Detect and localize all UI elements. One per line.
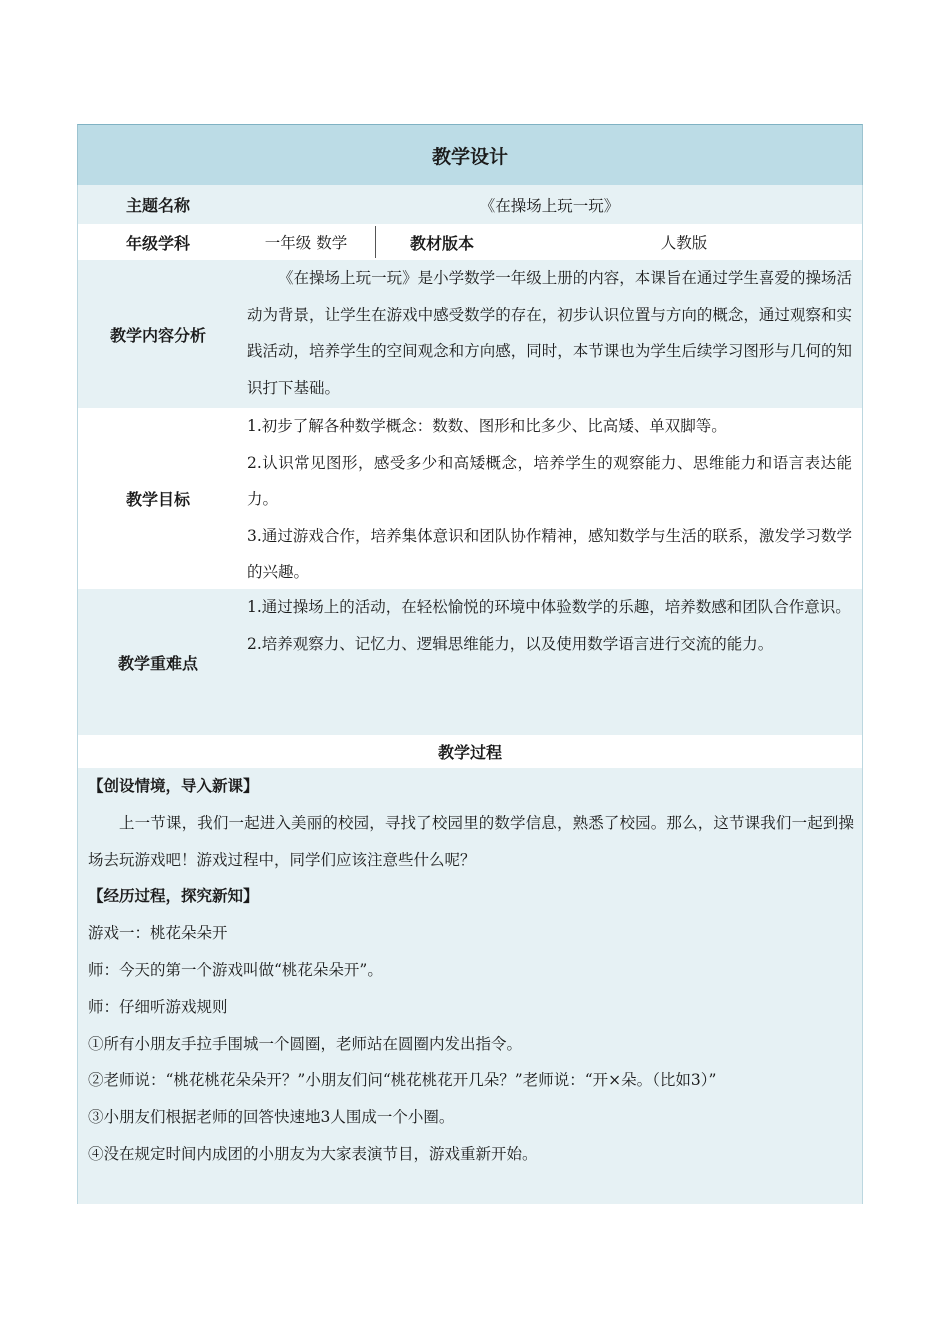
key-point-item: 1.通过操场上的活动，在轻松愉悦的环境中体验数学的乐趣，培养数感和团队合作意识。	[247, 598, 851, 616]
section-heading: 【经历过程，探究新知】	[88, 887, 259, 906]
section-heading: 【创设情境，导入新课】	[88, 777, 259, 795]
goal-item: 3.通过游戏合作，培养集体意识和团队协作精神，感知数学与生活的联系，激发学习数学的兴趣。	[247, 526, 852, 581]
textbook-label: 教材版本	[409, 233, 474, 253]
process-line: 游戏一：桃花朵朵开	[88, 924, 228, 943]
goal-item: 2.认识常见图形，感受多少和高矮概念，培养学生的观察能力、思维能力和语言表达能力。	[247, 453, 852, 508]
grade-value: 一年级 数学	[264, 234, 348, 252]
process-heading: 教学过程	[77, 735, 863, 768]
key-points-label: 教学重难点	[77, 589, 238, 735]
grade-row	[237, 224, 863, 260]
process-line: 师：今天的第一个游戏叫做“桃花朵朵开”。	[88, 960, 383, 979]
topic-label: 主题名称	[77, 185, 238, 224]
analysis-text: 《在操场上玩一玩》是小学数学一年级上册的内容，本课旨在通过学生喜爱的操场活动为背景，让学生在游戏中感受数学的存在，初步认识位置与方向的概念，通过观察和实践活动，培养学生的空间观念和方向感，同时，本节课也为学生后续学习图形与几何的知识打下基础。	[247, 269, 852, 397]
process-content	[77, 768, 863, 1204]
process-line: ②老师说：“桃花桃花朵朵开？”小朋友们问“桃花桃花开几朵？”老师说：“开×朵。（比如3）”	[88, 1071, 717, 1090]
key-point-item: 2.培养观察力、记忆力、逻辑思维能力，以及使用数学语言进行交流的能力。	[247, 634, 774, 653]
goals-label: 教学目标	[77, 408, 238, 589]
key-points-cell	[237, 589, 863, 735]
process-line: ①所有小朋友手拉手围城一个圆圈，老师站在圆圈内发出指令。	[88, 1034, 523, 1053]
topic-value: 《在操场上玩一玩》	[237, 185, 863, 224]
textbook-value: 人教版	[660, 234, 708, 252]
table-title: 教学设计	[77, 124, 863, 185]
grade-label: 年级学科	[77, 224, 238, 260]
goal-item: 1.初步了解各种数学概念：数数、图形和比多少、比高矮、单双脚等。	[247, 417, 727, 435]
analysis-cell	[237, 260, 863, 408]
process-line: ③小朋友们根据老师的回答快速地3人围成一个小圈。	[88, 1108, 455, 1127]
goals-cell	[237, 408, 863, 589]
process-line: 师：仔细听游戏规则	[88, 997, 228, 1016]
intro-paragraph: 上一节课，我们一起进入美丽的校园，寻找了校园里的数学信息，熟悉了校园。那么，这节课我们一起到操场去玩游戏吧！游戏过程中，同学们应该注意些什么呢？	[88, 813, 854, 869]
analysis-label: 教学内容分析	[77, 260, 238, 408]
process-line: ④没在规定时间内成团的小朋友为大家表演节目，游戏重新开始。	[88, 1144, 538, 1163]
